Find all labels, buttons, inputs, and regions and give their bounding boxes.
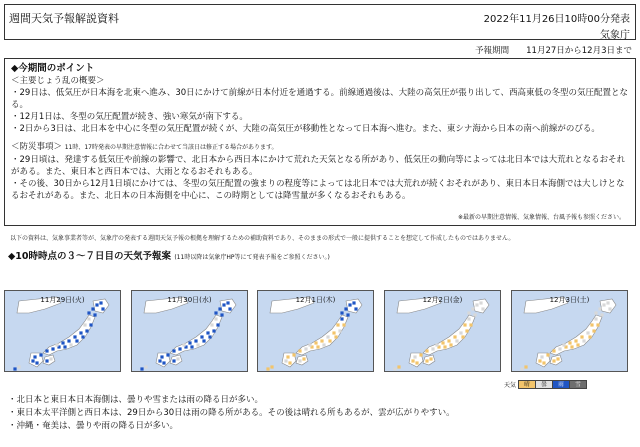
legend-swatch-rain: 雨 [552, 380, 570, 389]
station-marker [144, 365, 147, 368]
land-outline [17, 297, 109, 367]
station-marker [288, 361, 291, 364]
land-outline [144, 297, 236, 367]
key-points-box [4, 58, 636, 226]
station-marker [160, 355, 163, 358]
station-marker [332, 331, 335, 334]
station-marker [447, 339, 450, 342]
station-marker [212, 329, 215, 332]
station-marker [354, 307, 357, 310]
weather-maps-row [4, 262, 636, 394]
station-marker [33, 355, 36, 358]
caution-label-row [11, 141, 629, 154]
station-marker [67, 339, 70, 342]
station-marker [429, 357, 432, 360]
station-marker [342, 323, 345, 326]
document-title: 週間天気予報解説資料 [9, 12, 119, 25]
overview-label: ＜主要じょう乱の概要＞ [11, 76, 105, 86]
station-marker [87, 311, 90, 314]
station-marker [594, 311, 597, 314]
weather-map-day7 [511, 290, 628, 372]
station-marker [574, 339, 577, 342]
station-marker [182, 343, 185, 346]
station-marker [435, 343, 438, 346]
station-marker [552, 359, 555, 362]
station-marker [592, 329, 595, 332]
station-marker [568, 341, 571, 344]
station-marker [453, 335, 456, 338]
station-marker [546, 353, 549, 356]
caution-item: ・29日頃は、発達する低気圧や前線の影響で、北日本から西日本にかけて荒れた天気となる所があり、低気圧の動向等によっては北日本では大荒れとなるおそれがある。また、東日本と西日本では、大雨となるおそれもある。 [11, 155, 626, 177]
station-marker [316, 345, 319, 348]
station-marker [441, 341, 444, 344]
station-marker [556, 357, 559, 360]
station-marker [393, 367, 396, 370]
station-marker [467, 317, 470, 320]
issued-datetime: 2022年11月26日10時00分発表 [483, 14, 630, 25]
station-marker [176, 357, 179, 360]
station-marker [580, 335, 583, 338]
station-marker [158, 359, 161, 362]
station-marker [326, 335, 329, 338]
summary-list [8, 394, 632, 433]
key-points-heading: ◆今期間のポイント [11, 63, 95, 74]
map-date: 12月2日(金) [422, 296, 463, 304]
station-marker [576, 343, 579, 346]
station-marker [73, 335, 76, 338]
station-marker [166, 353, 169, 356]
summary-item: ・沖縄・奄美は、曇りや雨の降る日が多い。 [8, 421, 179, 431]
station-marker [586, 331, 589, 334]
weather-maps-note: (11時以降は気象庁HP等にて発表予報をご参照ください。) [174, 254, 330, 261]
overview-item: ・2日から3日は、北日本を中心に冬型の気圧配置が続くが、大陸の高気圧が移動性となって日本海へ進む。また、東シナ海から日本の南へ前線がのびる。 [11, 124, 600, 134]
station-marker [469, 323, 472, 326]
station-marker [411, 359, 414, 362]
station-marker [344, 307, 347, 310]
legend-swatch-cloudy: 曇 [535, 380, 553, 389]
summary-item: ・東日本太平洋側と西日本は、29日から30日は雨の降る所がある。その後は晴れる所もあるが、雲が広がりやすい。 [8, 408, 455, 418]
station-marker [208, 335, 211, 338]
station-marker [590, 323, 593, 326]
station-marker [443, 345, 446, 348]
station-marker [91, 307, 94, 310]
station-marker [461, 335, 464, 338]
station-marker [304, 347, 307, 350]
station-marker [540, 355, 543, 358]
station-marker [346, 313, 349, 316]
station-marker [101, 307, 104, 310]
station-marker [13, 367, 16, 370]
land-outline [270, 297, 362, 367]
station-marker [467, 311, 470, 314]
station-marker [228, 307, 231, 310]
caution-note: 11時、17時発表の早期注意情報に合わせて当該日は修正する場合があります。 [64, 144, 278, 151]
station-marker [218, 307, 221, 310]
station-marker [270, 365, 273, 368]
station-marker [334, 335, 337, 338]
station-marker [463, 323, 466, 326]
station-marker [79, 331, 82, 334]
weather-maps-heading [8, 248, 330, 262]
station-marker [542, 361, 545, 364]
station-marker [431, 347, 434, 350]
station-marker [85, 329, 88, 332]
station-marker [419, 353, 422, 356]
station-marker [45, 349, 48, 352]
station-marker [190, 345, 193, 348]
station-marker [558, 347, 561, 350]
map-date: 12月1日(木) [295, 296, 336, 304]
station-marker [61, 341, 64, 344]
agency-name: 気象庁 [600, 30, 630, 41]
station-marker [608, 307, 611, 310]
overview-item: ・12月1日は、冬型の気圧配置が続き、強い寒気が南下する。 [11, 112, 248, 122]
station-marker [188, 341, 191, 344]
station-marker [481, 307, 484, 310]
station-marker [570, 345, 573, 348]
station-marker [465, 329, 468, 332]
station-marker [302, 357, 305, 360]
station-marker [87, 317, 90, 320]
disclaimer-text: 以下の資料は、気象事業者等が、気象庁の発表する週間天気予報の根拠を理解するための補助資料であり、そのままの形式で一般に提供することを想定して作成したものではありません。 [10, 235, 515, 242]
station-marker [308, 343, 311, 346]
land-outline [397, 297, 489, 367]
station-marker [473, 313, 476, 316]
station-marker [588, 335, 591, 338]
station-marker [562, 343, 565, 346]
weather-map-day5 [257, 290, 374, 372]
station-marker [51, 347, 54, 350]
station-marker [210, 323, 213, 326]
station-marker [89, 323, 92, 326]
station-marker [598, 307, 601, 310]
station-marker [552, 349, 555, 352]
station-marker [425, 349, 428, 352]
station-marker [35, 361, 38, 364]
station-marker [63, 345, 66, 348]
map-date: 11月29日(火) [40, 296, 85, 304]
station-marker [338, 329, 341, 332]
weather-map-day3 [4, 290, 121, 372]
station-marker [336, 323, 339, 326]
station-marker [459, 331, 462, 334]
station-marker [200, 335, 203, 338]
station-marker [214, 311, 217, 314]
legend-label: 天気 [504, 382, 517, 389]
station-marker [286, 355, 289, 358]
station-marker [524, 365, 527, 368]
legend-swatch-snow: 雪 [569, 380, 587, 389]
station-marker [214, 317, 217, 320]
station-marker [81, 335, 84, 338]
station-marker [39, 353, 42, 356]
station-marker [538, 359, 541, 362]
station-marker [194, 339, 197, 342]
station-marker [397, 365, 400, 368]
station-marker [266, 367, 269, 370]
land-outline [524, 297, 616, 367]
map-date: 12月3日(土) [549, 296, 590, 304]
station-marker [600, 313, 603, 316]
station-marker [162, 361, 165, 364]
overview-item: ・29日は、低気圧が日本海を北東へ進み、30日にかけて前線が日本付近を通過する。前線通過後は、大陸の高気圧が張り出して、西高東低の冬型の気圧配置となる。 [11, 88, 628, 110]
station-marker [455, 339, 458, 342]
station-marker [172, 359, 175, 362]
station-marker [596, 323, 599, 326]
station-marker [17, 365, 20, 368]
station-marker [83, 323, 86, 326]
legend-swatch-sunny: 晴 [518, 380, 536, 389]
station-marker [520, 367, 523, 370]
caution-label: ＜防災事項＞ [11, 142, 63, 152]
station-marker [216, 323, 219, 326]
station-marker [340, 311, 343, 314]
station-marker [314, 341, 317, 344]
station-marker [55, 343, 58, 346]
station-marker [206, 331, 209, 334]
station-marker [284, 359, 287, 362]
station-marker [328, 339, 331, 342]
station-marker [298, 349, 301, 352]
station-marker [413, 355, 416, 358]
station-marker [75, 339, 78, 342]
station-marker [298, 359, 301, 362]
summary-item: ・北日本と東日本日本海側は、曇りや雪または雨の降る日が多い。 [8, 395, 264, 405]
station-marker [220, 313, 223, 316]
station-marker [425, 359, 428, 362]
station-marker [582, 339, 585, 342]
station-marker [415, 361, 418, 364]
station-marker [292, 353, 295, 356]
reference-note: ※最新の早期注意情報、気象情報、台風予報も参照ください。 [457, 214, 625, 221]
station-marker [471, 307, 474, 310]
station-marker [322, 343, 325, 346]
station-marker [31, 359, 34, 362]
station-marker [178, 347, 181, 350]
caution-item: ・その後、30日から12月1日頃にかけては、冬型の気圧配置の強まりの程度等によっては北日本では大荒れが続くおそれがあり、東日本日本海側では大しけとなるおそれがある。また、北日本の日本海側を中心に、この時期としては降雪量が多くなるおそれもある。 [11, 179, 625, 201]
weather-map-day4 [131, 290, 248, 372]
station-marker [202, 339, 205, 342]
forecast-period: 予報期間 11月27日から12月3日まで [475, 46, 632, 56]
station-marker [45, 359, 48, 362]
station-marker [320, 339, 323, 342]
station-marker [69, 343, 72, 346]
station-marker [449, 343, 452, 346]
station-marker [49, 357, 52, 360]
weather-maps-title: ◆10時時点の３～７日目の天気予報案 [8, 251, 172, 262]
station-marker [594, 317, 597, 320]
weather-map-day6 [384, 290, 501, 372]
map-date: 11月30日(水) [167, 296, 212, 304]
station-marker [93, 313, 96, 316]
station-marker [196, 343, 199, 346]
station-marker [340, 317, 343, 320]
station-marker [172, 349, 175, 352]
weather-legend [504, 380, 587, 389]
station-marker [140, 367, 143, 370]
document-header [4, 4, 636, 40]
